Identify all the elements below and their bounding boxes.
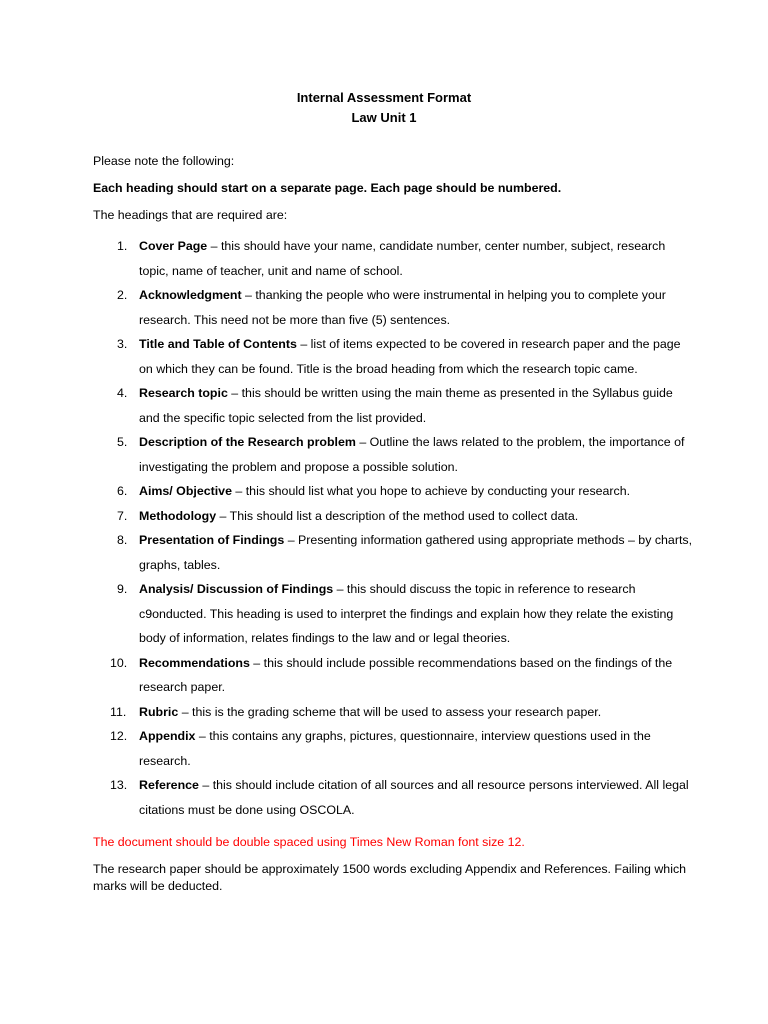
list-item-description: – this should include citation of all sources and all resource persons interviewed. All legal citations must be done using OSCOLA. [139,778,689,817]
heading-list-item [93,577,693,651]
list-item-number: 1. [117,239,128,253]
headings-intro: The headings that are required are: [93,208,288,222]
closing-paragraph: The research paper should be approximately 1500 words excluding Appendix and References. Failing which marks will be deducted. [93,862,687,893]
list-item-term: Appendix [139,729,196,743]
document-subtitle: Law Unit 1 [351,110,417,125]
heading-list-item [93,504,693,529]
list-item-term: Methodology [139,508,217,523]
heading-list-item [93,430,693,479]
list-item-description: – this should include possible recommendations based on the findings of the research paper. [139,655,673,694]
list-item-term: Description of the Research problem [139,435,356,449]
list-item-number: 3. [117,337,128,351]
heading-list-item [93,651,693,700]
list-item-number: 7. [117,508,128,523]
list-item-description: – this is the grading scheme that will be used to assess your research paper. [178,704,602,719]
list-item-number: 11. [110,704,127,719]
list-item-term: Reference [139,778,199,792]
list-item-term: Presentation of Findings [139,533,285,547]
heading-list-item [93,234,693,283]
list-item-description: – this should list what you hope to achieve by conducting your research. [231,484,631,498]
list-item-description: – Presenting information gathered using appropriate methods – by charts, graphs, tables. [139,533,693,572]
list-item-term: Research topic [139,386,228,400]
heading-list-item [93,381,693,430]
heading-list-item [93,283,693,332]
list-item-term: Recommendations [139,655,250,670]
heading-list-item [93,700,693,725]
list-item-number: 2. [117,288,128,302]
list-item-description: – Outline the laws related to the problem, the importance of investigating the problem and propose a possible solution. [139,435,685,474]
list-item-number: 8. [117,533,128,547]
list-item-description: – thanking the people who were instrumental in helping you to complete your research. This need not be more than five (5) sentences. [139,288,666,327]
list-item-number: 5. [117,435,128,449]
title-block [0,88,768,128]
list-item-description: – this should be written using the main theme as presented in the Syllabus guide and the specific topic selected from the list provided. [139,386,673,425]
list-item-number: 6. [117,484,128,498]
list-item-term: Aims/ Objective [139,484,232,498]
list-item-number: 4. [117,386,128,400]
list-item-term: Acknowledgment [139,288,242,302]
list-item-term: Title and Table of Contents [139,337,297,351]
list-item-term: Cover Page [139,239,208,253]
headings-list [93,234,693,822]
bold-instruction: Each heading should start on a separate page. Each page should be numbered. [93,181,562,195]
heading-list-item [93,773,693,822]
list-item-description: – This should list a description of the method used to collect data. [216,508,579,523]
list-item-term: Rubric [139,704,179,719]
list-item-term: Analysis/ Discussion of Findings [139,582,334,596]
heading-list-item [93,724,693,773]
list-item-number: 12. [110,729,128,743]
heading-list-item [93,332,693,381]
list-item-description: – this should have your name, candidate number, center number, subject, research topic, name of teacher, unit and name of school. [139,239,666,278]
heading-list-item [93,479,693,504]
formatting-note: The document should be double spaced using Times New Roman font size 12. [93,835,525,849]
list-item-number: 13. [110,778,128,792]
list-item-description: – this should discuss the topic in reference to research c9onducted. This heading is used to interpret the findings and explain how they relate the existing body of information, relates findings to the law and or legal theories. [139,582,674,645]
document-title: Internal Assessment Format [296,90,472,105]
list-item-number: 9. [117,582,128,596]
list-item-description: – this contains any graphs, pictures, questionnaire, interview questions used in the research. [139,729,651,768]
intro-note: Please note the following: [93,154,235,168]
document-body [93,153,693,895]
heading-list-item [93,528,693,577]
list-item-description: – list of items expected to be covered in research paper and the page on which they can be found. Title is the broad heading from which the research topic came. [139,337,681,376]
list-item-number: 10. [110,655,128,670]
